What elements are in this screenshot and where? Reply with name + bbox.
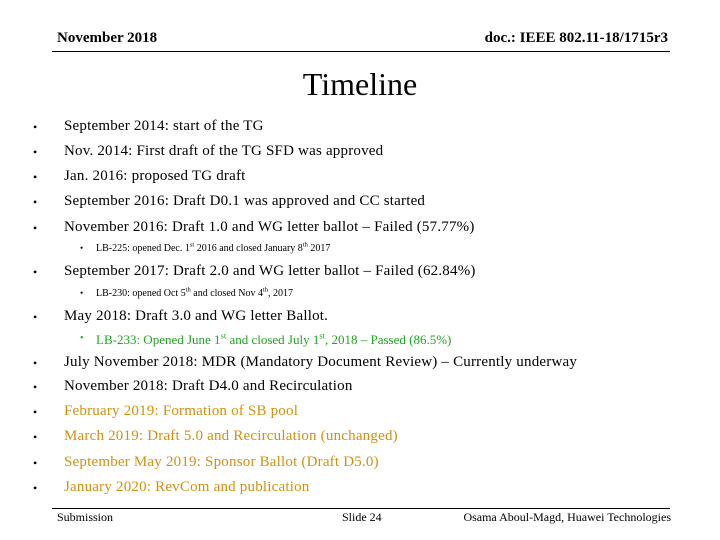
sub-item-text: LB-225: opened Dec. 1st 2016 and closed January 8th 2017 [96,241,331,254]
sub-item-text: LB-233: Opened June 1st and closed July 1st, 2018 – Passed (86.5%) [96,330,452,347]
list-item-text: February 2019: Formation of SB pool [64,403,299,419]
list-item-text: September 2014: start of the TG [64,118,264,134]
bullet-icon: • [33,145,38,159]
bullet-icon: • [33,120,38,134]
bullet-icon: • [33,310,38,324]
bullet-icon: • [80,288,84,298]
bullet-icon: • [33,356,38,370]
footer-slide-number: Slide 24 [342,510,382,524]
list-item-text: November 2018: Draft D4.0 and Recirculation [64,378,353,394]
bullet-icon: • [33,405,38,419]
bullet-icon: • [33,481,38,495]
header-date: November 2018 [57,30,158,46]
bullet-icon: • [33,456,38,470]
header-doc-id: doc.: IEEE 802.11-18/1715r3 [484,30,668,46]
bullet-icon: • [33,195,38,209]
bullet-icon: • [33,380,38,394]
bullet-icon: • [33,221,38,235]
bullet-icon: • [80,333,84,344]
bullet-icon: • [33,265,38,279]
list-item-text: July November 2018: MDR (Mandatory Document Review) – Currently underway [64,354,578,370]
list-item-text: September 2016: Draft D0.1 was approved and CC started [64,193,426,209]
footer-divider [52,508,670,509]
list-item-text: Nov. 2014: First draft of the TG SFD was approved [64,143,384,159]
list-item-text: September 2017: Draft 2.0 and WG letter ballot – Failed (62.84%) [64,263,476,279]
list-item-text: November 2016: Draft 1.0 and WG letter ballot – Failed (57.77%) [64,219,475,235]
bullet-icon: • [33,430,38,444]
list-item-text: March 2019: Draft 5.0 and Recirculation (unchanged) [64,428,398,444]
list-item-text: September May 2019: Sponsor Ballot (Draft D5.0) [64,454,379,470]
list-item-text: May 2018: Draft 3.0 and WG letter Ballot. [64,308,329,324]
footer-author: Osama Aboul-Magd, Huawei Technologies [463,510,671,524]
bullet-icon: • [80,243,84,253]
list-item-text: Jan. 2016: proposed TG draft [64,168,246,184]
list-item-text: January 2020: RevCom and publication [64,479,310,495]
sub-item-text: LB-230: opened Oct 5th and closed Nov 4th, 2017 [96,286,294,299]
slide-title: Timeline [302,66,418,102]
bullet-icon: • [33,170,38,184]
footer-submission: Submission [57,510,114,524]
